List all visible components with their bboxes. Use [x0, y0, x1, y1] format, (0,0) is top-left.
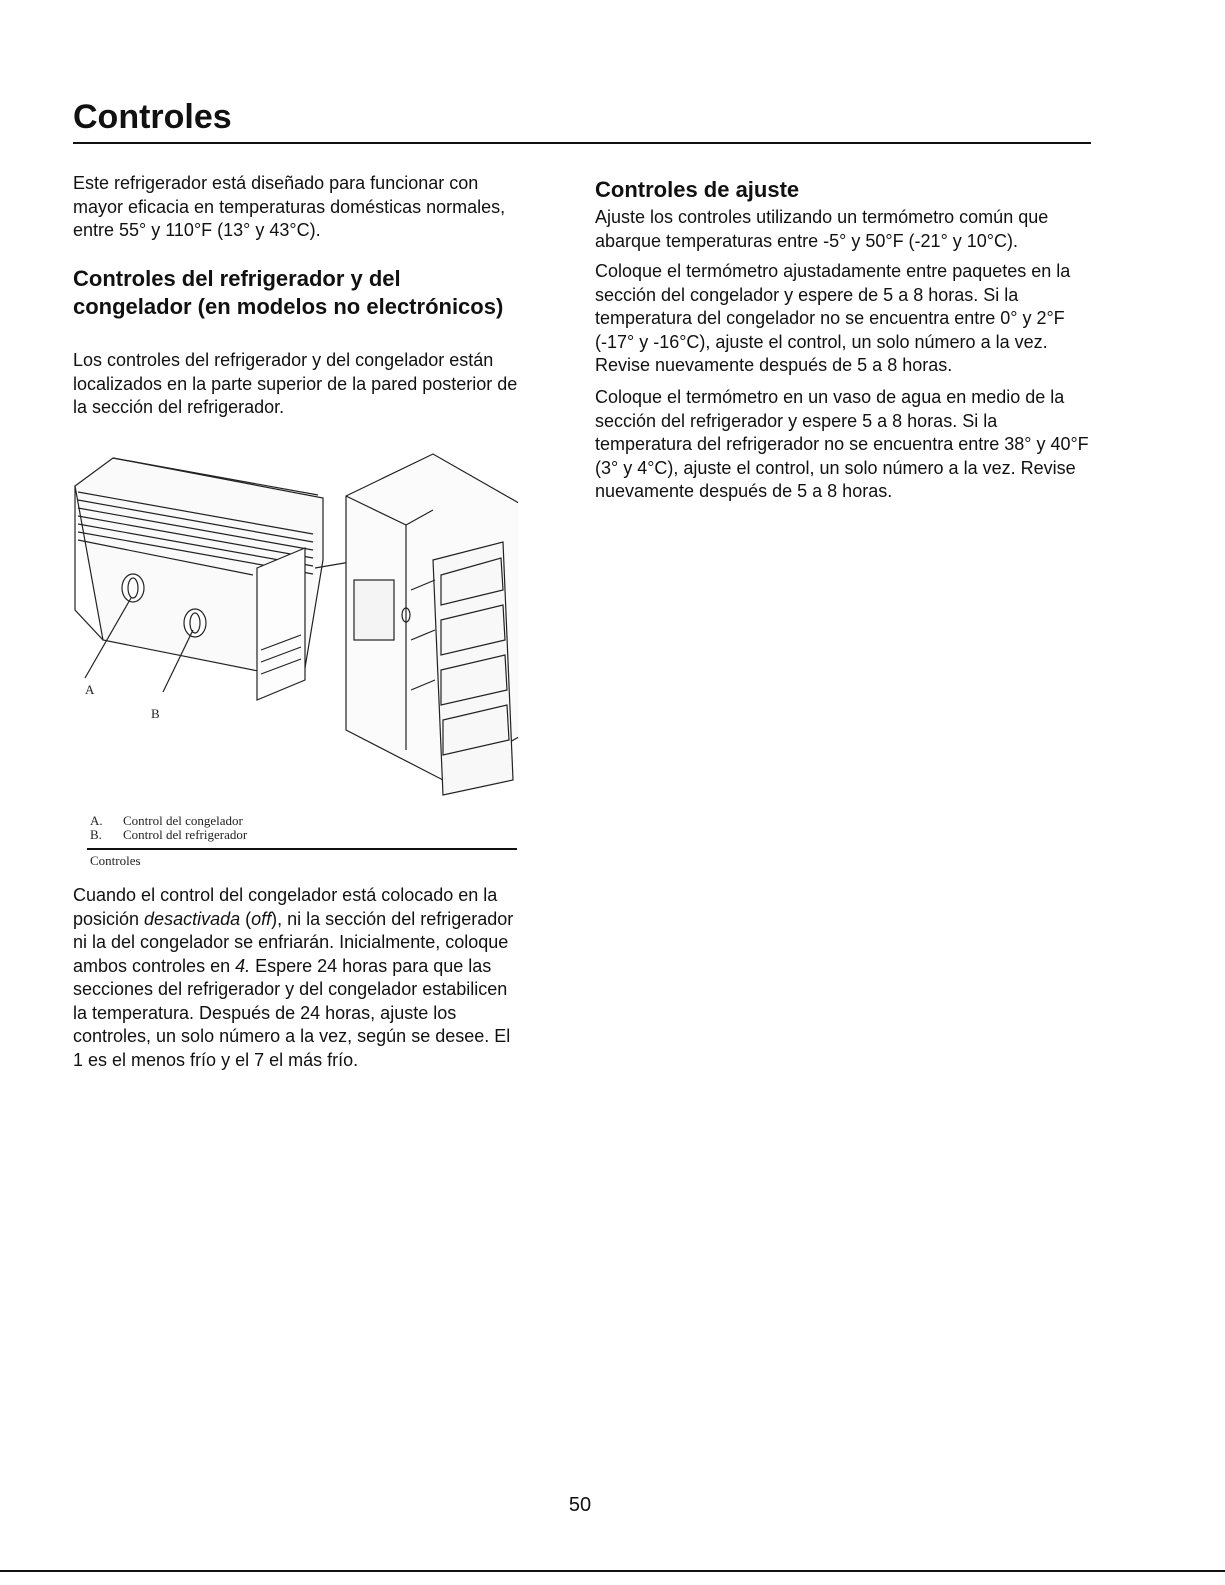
figure-legend: [90, 814, 247, 842]
caption-divider: [87, 848, 517, 850]
controls-usage-paragraph: [73, 884, 523, 1072]
usage-text-2: (: [240, 908, 252, 929]
section-heading-controls: Controles del refrigerador y del congelador (en modelos no electrónicos): [73, 266, 504, 319]
legend-item-b: [90, 828, 247, 842]
page-title: Controles: [73, 98, 232, 136]
usage-italic-4: 4.: [235, 955, 251, 976]
figure-caption-title: Controles: [90, 853, 141, 868]
legend-item-a: [90, 814, 247, 828]
controls-figure: [73, 450, 518, 870]
callout-a-label: A: [85, 682, 95, 697]
section-paragraph-location: Los controles del refrigerador y del congelador están localizados en la parte superior de la pared posterior de la sección del refrigerador.: [73, 350, 518, 417]
callout-b-label: B: [151, 706, 160, 721]
usage-text-3: ), ni la sección del refrigerador ni la del congelador se enfriarán. Inicialmente, coloque ambos controles en: [73, 908, 514, 976]
usage-text-4: Espere 24 horas para que las secciones del refrigerador y del congelador estabilicen la temperatura. Después de 24 horas, ajuste los controles, un solo número a la vez, según se desee. El 1 es el menos frío y el 7 el más frío.: [73, 955, 511, 1070]
usage-italic-off: off: [251, 908, 272, 929]
adjust-paragraph-refrigerator: Coloque el termómetro en un vaso de agua en medio de la sección del refrigerador y espere 5 a 8 horas. Si la temperatura del refrigerador no se encuentra entre 38° y 40°F (3° y 4°C), ajuste el control, un solo número a la vez. Revise nuevamente después de 5 a 8 horas.: [595, 387, 1089, 501]
legend-letter-a: A.: [90, 813, 103, 828]
legend-text-a: Control del congelador: [123, 813, 243, 828]
legend-text-b: Control del refrigerador: [123, 827, 248, 842]
adjust-paragraph-freezer: Coloque el termómetro ajustadamente entre paquetes en la sección del congelador y espere de 5 a 8 horas. Si la temperatura del congelador no se encuentra entre 0° y 2°F (-17° y -16°C), ajuste el control, un solo número a la vez. Revise nuevamente después de 5 a 8 horas.: [595, 261, 1071, 375]
page-number: 50: [568, 1494, 592, 1516]
intro-paragraph: Este refrigerador está diseñado para funcionar con mayor eficacia en temperaturas domésticas normales, entre 55° y 110°F (13° y 43°C).: [73, 173, 506, 240]
refrigerator-illustration: [73, 450, 518, 810]
title-divider: [73, 142, 1091, 144]
usage-italic-desactivada: desactivada: [144, 908, 241, 929]
section-heading-adjust: Controles de ajuste: [595, 177, 800, 202]
bottom-divider: [0, 1570, 1225, 1572]
adjust-paragraph-1: Ajuste los controles utilizando un termómetro común que abarque temperaturas entre -5° y 50°F (-21° y 10°C).: [595, 207, 1049, 251]
legend-letter-b: B.: [90, 827, 102, 842]
usage-text-1: Cuando el control del congelador está colocado en la posición: [73, 885, 498, 929]
